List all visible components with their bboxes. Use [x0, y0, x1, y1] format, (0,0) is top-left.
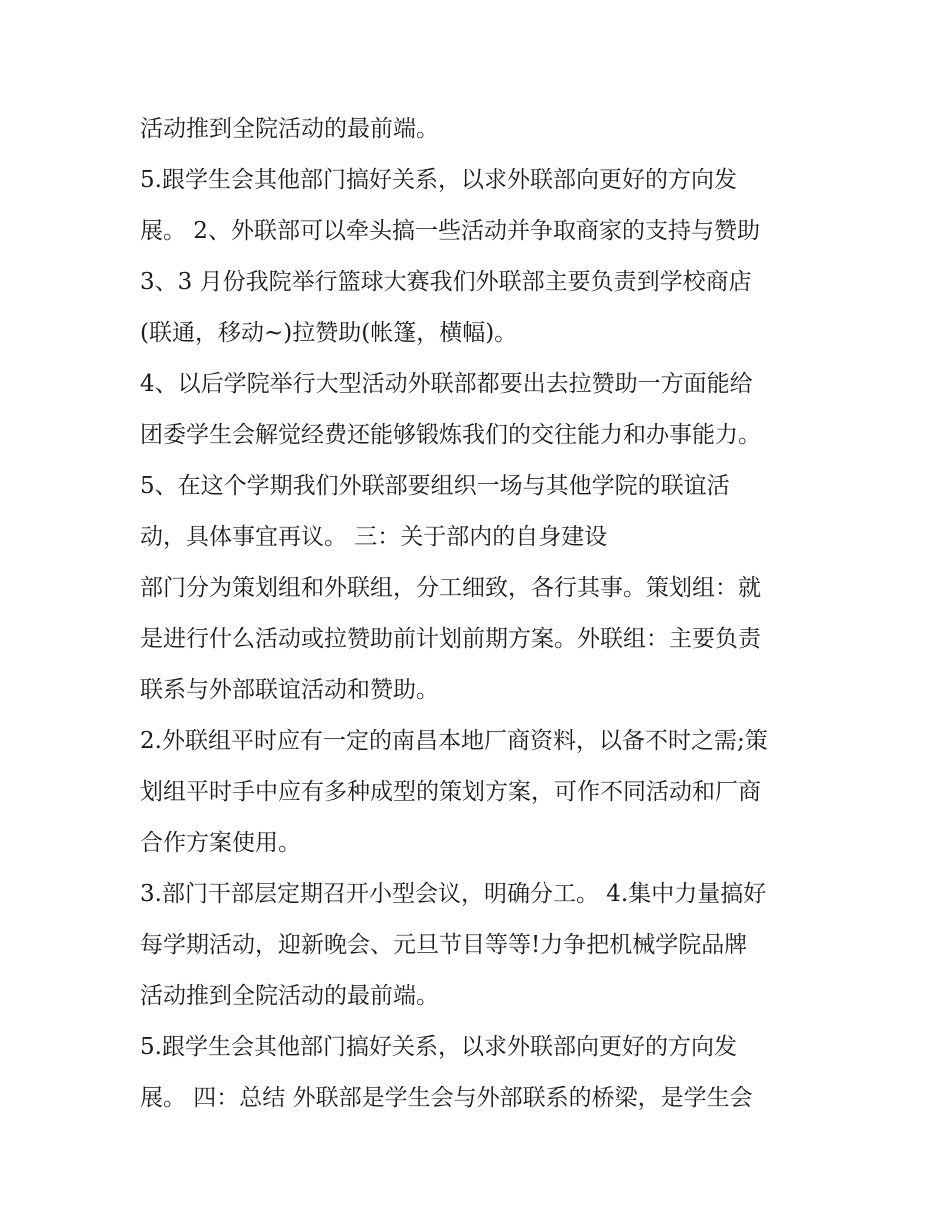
text-line: 合作方案使用。 — [140, 830, 301, 856]
text-line: 活动推到全院活动的最前端。 — [140, 983, 439, 1009]
text-line: 3.部门干部层定期召开小型会议，明确分工。 4.集中力量搞好 — [140, 881, 767, 907]
text-line: 部门分为策划组和外联组，分工细致，各行其事。策划组：就 — [140, 575, 761, 601]
document-body — [140, 104, 830, 1124]
text-line: 4、以后学院举行大型活动外联部都要出去拉赞助一方面能给 — [140, 371, 753, 397]
text-line: 划组平时手中应有多种成型的策划方案，可作不同活动和厂商 — [140, 779, 761, 805]
text-line: 是进行什么活动或拉赞助前计划前期方案。外联组：主要负责 — [140, 626, 761, 652]
text-line: 动，具体事宜再议。 三：关于部内的自身建设 — [140, 524, 608, 550]
text-line: 联系与外部联谊活动和赞助。 — [140, 677, 439, 703]
text-line: 展。 四：总结 外联部是学生会与外部联系的桥梁，是学生会 — [140, 1085, 753, 1111]
text-line: 3、3 月份我院举行篮球大赛我们外联部主要负责到学校商店 — [140, 269, 752, 295]
text-line: (联通，移动~)拉赞助(帐篷，横幅)。 — [140, 320, 518, 346]
text-line: 5.跟学生会其他部门搞好关系，以求外联部向更好的方向发 — [140, 167, 737, 193]
text-line: 活动推到全院活动的最前端。 — [140, 116, 439, 142]
text-line: 5.跟学生会其他部门搞好关系，以求外联部向更好的方向发 — [140, 1034, 737, 1060]
text-line: 5、在这个学期我们外联部要组织一场与其他学院的联谊活 — [140, 473, 730, 499]
text-line: 展。 2、外联部可以牵头搞一些活动并争取商家的支持与赞助 — [140, 218, 760, 244]
text-line: 每学期活动，迎新晚会、元旦节目等等!力争把机械学院品牌 — [140, 932, 748, 958]
text-line: 团委学生会解觉经费还能够锻炼我们的交往能力和办事能力。 — [140, 422, 761, 448]
text-line: 2.外联组平时应有一定的南昌本地厂商资料，以备不时之需;策 — [140, 728, 768, 754]
